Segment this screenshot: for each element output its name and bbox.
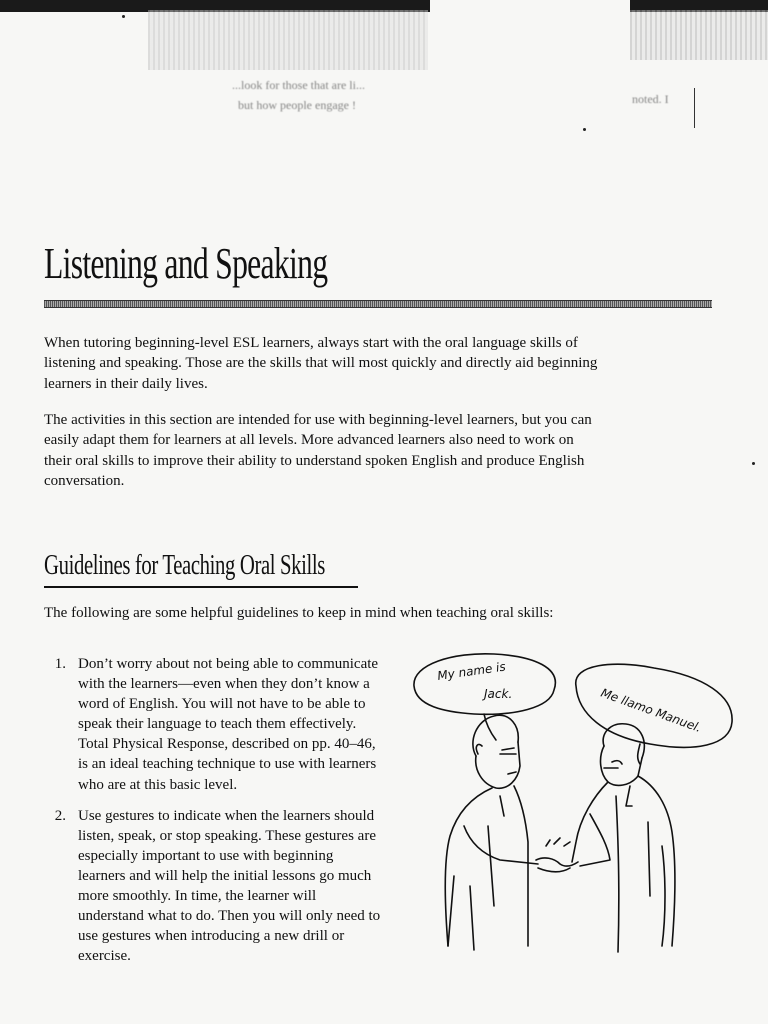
speech-left-line2: Jack. (484, 687, 513, 701)
bleed-through-text-right: noted. I (632, 92, 669, 106)
speech-text (436, 660, 703, 735)
list-item-number: 2. (54, 807, 66, 824)
list-item-text: Don’t worry about not being able to communicate with the learners—even when they don’t know a word of English. You will not have to be able to speak their language to teach them effectively. Total Physical Response, described on pp. 40–46, is an ideal teaching technique to use with learners who are at this basic level. (78, 656, 379, 793)
scan-edge-bar (0, 0, 768, 12)
list-item-number: 1. (54, 656, 66, 672)
list-item (44, 806, 384, 967)
scan-speck (752, 462, 755, 465)
bleed-through-rule (694, 88, 695, 128)
man-right-figure (572, 724, 675, 952)
section-lead: The following are some helpful guidelines to keep in mind when teaching oral skills: (44, 605, 554, 621)
intro-paragraph-2: The activities in this section are intended for use with beginning-level learners, but you can easily adapt them for learners at all levels. More advanced learners also need to work on their oral skills to improve their ability to understand spoken English and produce English conversation. (44, 412, 592, 489)
section-heading-rule (44, 586, 358, 588)
handshake-illustration (404, 646, 748, 976)
bleed-through-block (148, 10, 428, 70)
bleed-through-text-1: ...look for those that are li... (232, 78, 365, 92)
list-item (44, 654, 384, 795)
list-item-text: Use gestures to indicate when the learners should listen, speak, or stop speaking. These gestures are especially important to use with beginning learners and will help the initial lessons go much more smoothly. In time, the learner will understand what to do. Then you will only need to use gestures when introducing a new drill or exercise. (78, 807, 381, 965)
guidelines-list (44, 654, 384, 977)
page-title: Listening and Speaking (44, 239, 328, 288)
bleed-through-block-right (630, 10, 768, 60)
speech-bubble-right-tail (638, 744, 640, 764)
man-left-figure (445, 715, 538, 950)
speech-right-text: Me llamo Manuel. (598, 685, 704, 736)
section-heading: Guidelines for Teaching Oral Skills (44, 550, 326, 581)
intro-paragraph-1: When tutoring beginning-level ESL learners, always start with the oral language skills of listening and speaking. Those are the skills that will most quickly and directly aid beginning learners in their daily lives. (44, 335, 598, 392)
bleed-through-text-2: but how people engage ! (238, 98, 356, 112)
scan-edge-gap (430, 0, 630, 12)
title-rule (44, 300, 712, 308)
scan-speck (122, 15, 125, 18)
scan-speck (583, 128, 586, 131)
speech-left-line1: My name is (436, 659, 507, 683)
motion-lines (546, 838, 570, 846)
